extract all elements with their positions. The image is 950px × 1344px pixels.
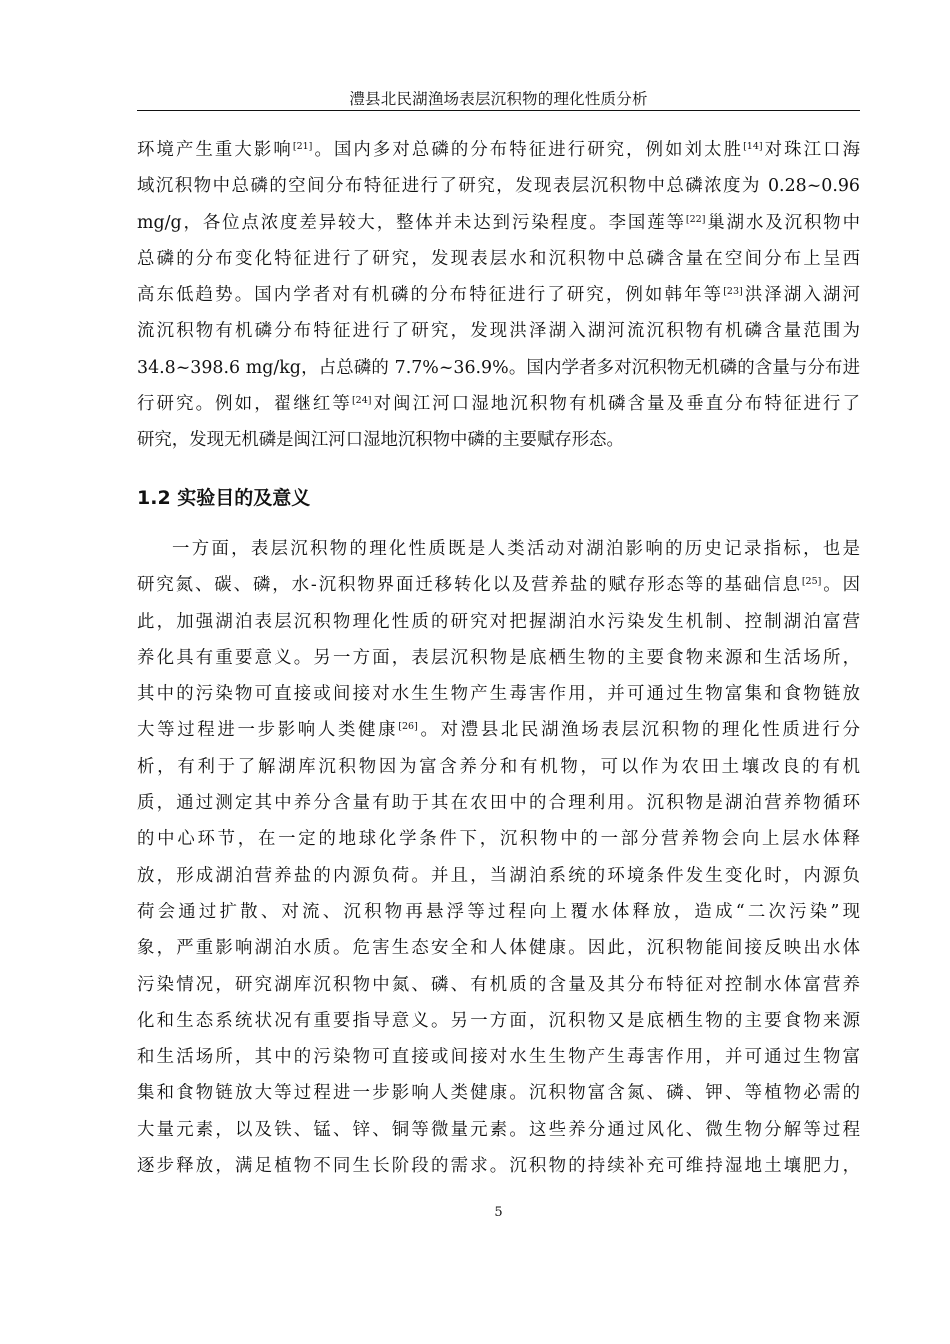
text-line xyxy=(137,640,860,676)
text-line xyxy=(137,205,860,241)
text-segment: 此，加强湖泊表层沉积物理化性质的研究对把握湖泊水污染发生机制、控制湖泊富营 xyxy=(137,611,860,632)
running-header: 澧县北民湖渔场表层沉积物的理化性质分析 xyxy=(349,90,648,108)
text-line xyxy=(137,350,860,386)
citation-marker: [22] xyxy=(685,213,706,225)
text-line xyxy=(137,277,860,313)
text-segment: 对闽江河口湿地沉积物有机磷含量及垂直分布特征进行了 xyxy=(371,394,860,415)
text-line xyxy=(137,1003,860,1039)
text-line xyxy=(137,894,860,930)
text-segment: 总磷的分布变化特征进行了研究，发现表层水和沉积物中总磷含量在空间分布上呈西 xyxy=(137,248,860,269)
text-segment: 研究，发现无机磷是闽江河口湿地沉积物中磷的主要赋存形态。 xyxy=(137,430,624,451)
text-line xyxy=(137,967,860,1003)
text-segment: 34.8~398.6 mg/kg，占总磷的 7.7%~36.9%。国内学者多对沉积物无机磷的含量与分布进 xyxy=(137,357,860,378)
text-line xyxy=(137,1112,860,1148)
text-line xyxy=(137,567,860,603)
text-segment: 环境产生重大影响 xyxy=(137,140,293,160)
text-segment: 大量元素，以及铁、锰、锌、铜等微量元素。这些养分通过风化、微生物分解等过程 xyxy=(137,1119,860,1140)
text-segment: 。对澧县北民湖渔场表层沉积物的理化性质进行分 xyxy=(417,720,860,741)
text-segment: 其中的污染物可直接或间接对水生生物产生毒害作用，并可通过生物富集和食物链放 xyxy=(137,684,860,705)
text-line xyxy=(137,785,860,821)
text-line xyxy=(137,1075,860,1111)
text-segment: 和生活场所，其中的污染物可直接或间接对水生生物产生毒害作用，并可通过生物富 xyxy=(137,1047,860,1068)
citation-marker: [23] xyxy=(723,286,743,298)
text-line xyxy=(137,712,860,748)
text-segment: 放，形成湖泊营养盐的内源负荷。并且，当湖泊系统的环境条件发生变化时，内源负 xyxy=(137,865,860,886)
text-line xyxy=(137,422,860,458)
text-line xyxy=(137,241,860,277)
section-heading: 1.2 实验目的及意义 xyxy=(137,487,311,509)
text-line xyxy=(137,313,860,349)
text-segment: mg/g，各位点浓度差异较大，整体并未达到污染程度。李国莲等 xyxy=(137,212,686,233)
text-segment: 高东低趋势。国内学者对有机磷的分布特征进行了研究，例如韩年等 xyxy=(137,285,724,306)
text-segment: 化和生态系统状况有重要指导意义。另一方面，沉积物又是底栖生物的主要食物来源 xyxy=(137,1010,860,1031)
text-segment: 析，有利于了解湖库沉积物因为富含养分和有机物，可以作为农田土壤改良的有机 xyxy=(137,756,860,777)
text-segment: 养化具有重要意义。另一方面，表层沉积物是底栖生物的主要食物来源和生活场所， xyxy=(137,647,860,668)
citation-marker: [14] xyxy=(743,141,763,152)
text-segment: 流沉积物有机磷分布特征进行了研究，发现洪泽湖入湖河流沉积物有机磷含量范围为 xyxy=(137,321,860,342)
text-segment: 污染情况，研究湖库沉积物中氮、磷、有机质的含量及其分布特征对控制水体富营养 xyxy=(137,974,860,995)
text-segment: 集和食物链放大等过程进一步影响人类健康。沉积物富含氮、磷、钾、等植物必需的 xyxy=(137,1083,860,1104)
text-segment: 的中心环节，在一定的地球化学条件下，沉积物中的一部分营养物会向上层水体释 xyxy=(137,829,860,850)
paragraph-purpose-significance xyxy=(137,531,860,1184)
text-line xyxy=(137,531,860,567)
text-line xyxy=(137,821,860,857)
text-segment: 逐步释放，满足植物不同生长阶段的需求。沉积物的持续补充可维持湿地土壤肥力， xyxy=(137,1156,860,1177)
page-number: 5 xyxy=(494,1205,503,1220)
text-line xyxy=(137,1039,860,1075)
text-line xyxy=(137,858,860,894)
text-segment: 巢湖水及沉积物中 xyxy=(705,212,860,233)
text-segment: 质，通过测定其中养分含量有助于其在农田中的合理利用。沉积物是湖泊营养物循环 xyxy=(137,793,860,814)
citation-marker: [25] xyxy=(801,576,822,588)
text-line xyxy=(137,386,860,422)
text-segment: 洪泽湖入湖河 xyxy=(742,285,860,306)
text-line xyxy=(137,168,860,204)
text-line xyxy=(137,1148,860,1184)
text-segment: 一方面，表层沉积物的理化性质既是人类活动对湖泊影响的历史记录指标，也是 xyxy=(172,539,860,559)
text-line xyxy=(137,132,860,168)
text-segment: 域沉积物中总磷的空间分布特征进行了研究，发现表层沉积物中总磷浓度为 0.28~0.96 xyxy=(137,176,860,197)
citation-marker: [26] xyxy=(398,721,418,733)
text-segment: 。因 xyxy=(821,575,860,596)
text-segment: 对珠江口海 xyxy=(762,140,860,160)
citation-marker: [21] xyxy=(292,141,313,152)
text-segment: 。国内多对总磷的分布特征进行研究，例如刘太胜 xyxy=(312,140,744,160)
text-line xyxy=(137,749,860,785)
text-segment: 荷会通过扩散、对流、沉积物再悬浮等过程向上覆水体释放，造成“二次污染”现 xyxy=(137,901,860,922)
header-rule xyxy=(137,110,860,111)
text-segment: 象，严重影响湖泊水质。危害生态安全和人体健康。因此，沉积物能间接反映出水体 xyxy=(137,938,860,959)
text-segment: 研究氮、碳、磷，水-沉积物界面迁移转化以及营养盐的赋存形态等的基础信息 xyxy=(137,575,802,596)
text-segment: 大等过程进一步影响人类健康 xyxy=(137,720,399,741)
text-line xyxy=(137,604,860,640)
text-line xyxy=(137,676,860,712)
text-segment: 行研究。例如，翟继红等 xyxy=(137,394,352,415)
paragraph-literature-review xyxy=(137,132,860,459)
citation-marker: [24] xyxy=(351,395,372,407)
text-line xyxy=(137,930,860,966)
